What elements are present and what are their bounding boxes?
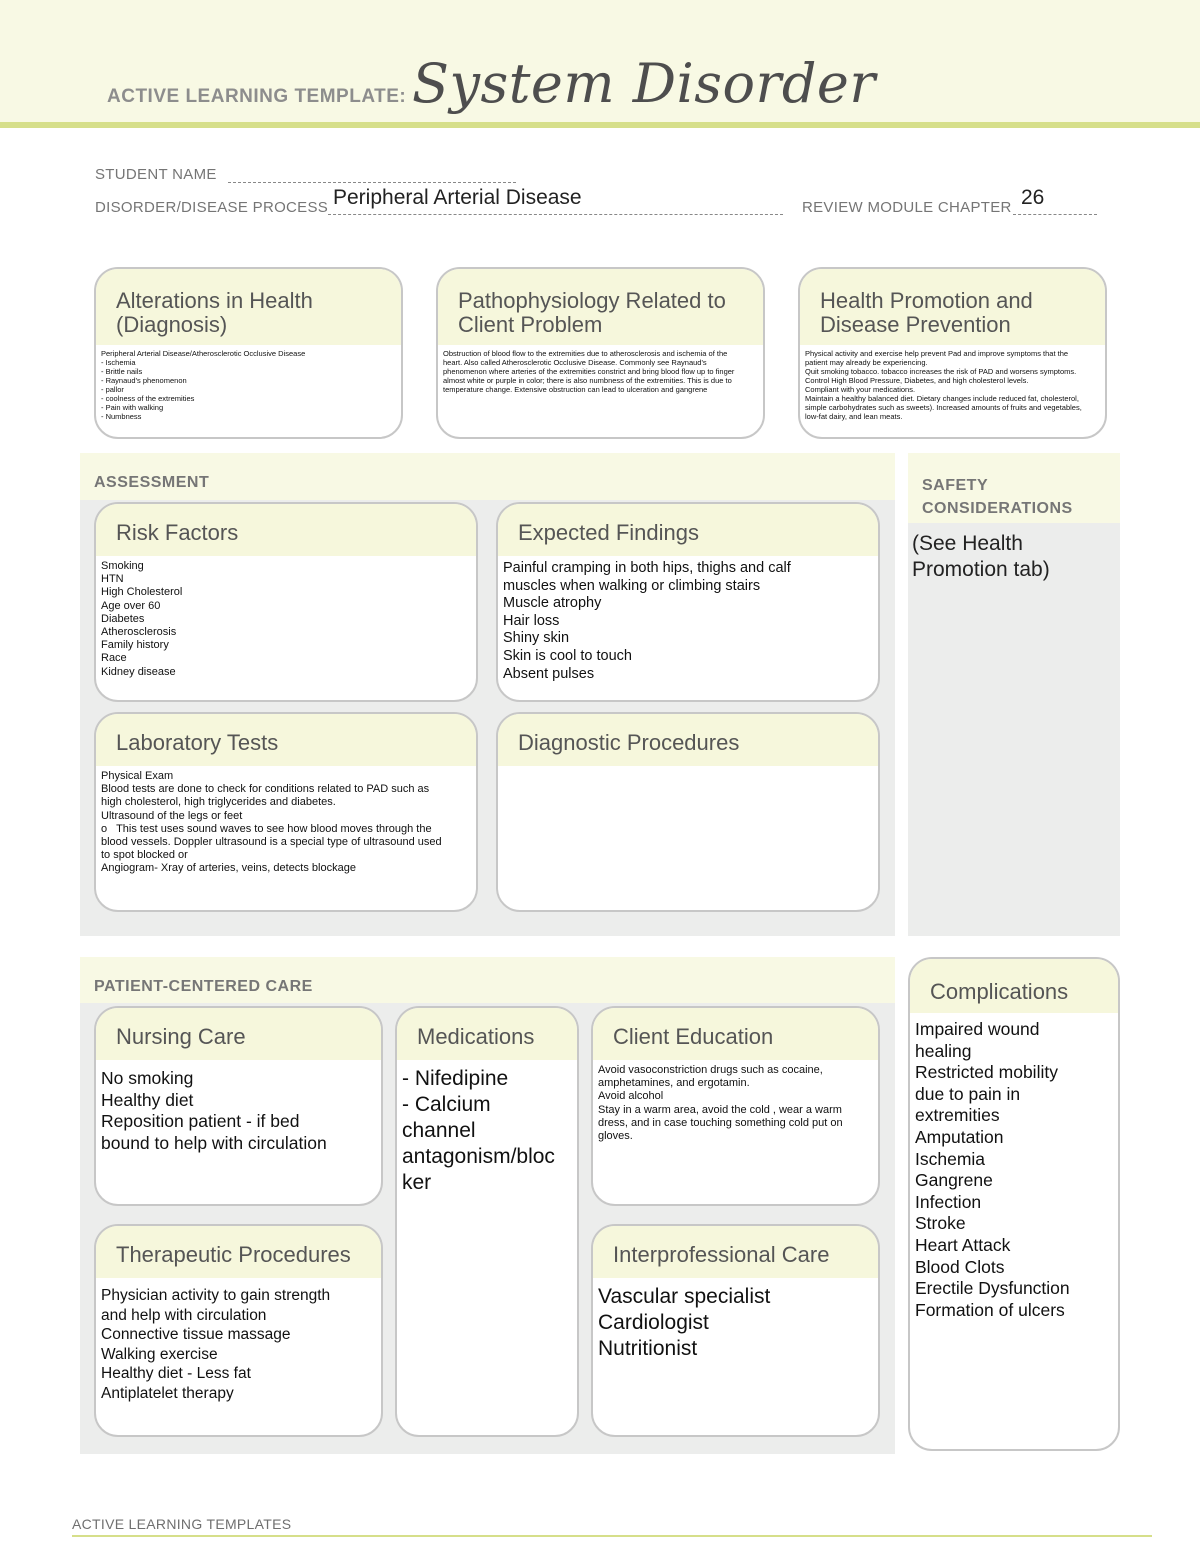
footer-rule — [72, 1535, 1152, 1537]
alterations-line: - pallor — [101, 385, 124, 394]
disorder-label: DISORDER/DISEASE PROCESS — [95, 199, 329, 216]
health-promotion-line: Quit smoking tobacco. tobacco increases the risk of PAD and worsens symptoms. — [805, 367, 1077, 376]
health-promotion-card — [798, 267, 1107, 439]
nursing-care-item: No smoking — [101, 1068, 194, 1088]
client-education-body[interactable] — [593, 1060, 878, 1143]
lab-test-line: Blood tests are done to check for conditions related to PAD such as — [101, 783, 430, 796]
alterations-line: - Numbness — [101, 412, 142, 421]
expected-findings-title: Expected Findings — [498, 504, 878, 556]
expected-finding-item: Muscle atrophy — [503, 595, 602, 612]
lab-test-line: high cholesterol, high triglycerides and diabetes. — [101, 796, 336, 809]
pathophysiology-card — [436, 267, 765, 439]
header-rule — [0, 122, 1200, 128]
safety-line: (See Health — [912, 532, 1023, 555]
medication-item: - Nifedipine — [402, 1067, 509, 1090]
nursing-care-title: Nursing Care — [96, 1008, 381, 1060]
pathophysiology-line: almost white or purple in color; there is also numbness of the extremities. This is due to — [443, 376, 732, 385]
lab-test-line: blood vessels. Doppler ultrasound is a special type of ultrasound used — [101, 836, 442, 849]
expected-finding-item: Painful cramping in both hips, thighs and calf — [503, 560, 791, 576]
therapeutic-procedures-title: Therapeutic Procedures — [96, 1226, 381, 1278]
lab-test-line: Ultrasound of the legs or feet — [101, 809, 243, 822]
expected-finding-item: Hair loss — [503, 612, 560, 629]
safety-heading-line: SAFETY — [922, 477, 989, 494]
safety-line: Promotion tab) — [912, 558, 1050, 581]
pathophysiology-line: temperature change. Extensive obstruction can lead to ulceration and gangrene — [443, 385, 708, 394]
nursing-care-item: Healthy diet — [101, 1089, 194, 1110]
client-education-line: Avoid vasoconstriction drugs such as cocaine, — [598, 1064, 823, 1076]
client-education-title: Client Education — [593, 1008, 878, 1060]
laboratory-tests-card — [94, 712, 478, 912]
review-chapter-field[interactable]: 26 — [1021, 186, 1045, 209]
safety-section — [908, 453, 1120, 936]
diagnostic-procedures-title: Diagnostic Procedures — [498, 714, 878, 766]
alterations-line: - Brittle nails — [101, 367, 143, 376]
expected-findings-body[interactable] — [498, 556, 878, 683]
template-title: System Disorder — [412, 52, 876, 115]
health-promotion-title: Health Promotion and Disease Prevention — [800, 269, 1105, 345]
nursing-care-body[interactable] — [96, 1060, 381, 1154]
health-promotion-line: simple carbohydrates such as sweets). Increased amounts of fruits and vegetables, — [805, 403, 1082, 412]
medication-item: - Calcium — [402, 1093, 491, 1116]
risk-factor-item: Age over 60 — [101, 599, 161, 612]
lab-test-line: o This test uses sound waves to see how blood moves through the — [101, 822, 432, 835]
laboratory-tests-body[interactable] — [96, 766, 476, 876]
health-promotion-line: Physical activity and exercise help prevent Pad and improve symptoms that the — [805, 349, 1069, 358]
pathophysiology-line: heart. Also called Atherosclerotic Occlusive Disease. Commonly see Raynaud's — [443, 358, 707, 367]
medications-title: Medications — [397, 1008, 577, 1060]
therapeutic-procedure-item: Physician activity to gain strength — [101, 1287, 331, 1304]
interprofessional-care-card — [591, 1224, 880, 1437]
diagnostic-procedures-body[interactable] — [498, 766, 878, 770]
nursing-care-item: Reposition patient - if bed — [101, 1111, 300, 1132]
complications-title: Complications — [910, 959, 1118, 1013]
medication-item: channel — [402, 1119, 476, 1142]
risk-factors-title: Risk Factors — [96, 504, 476, 556]
expected-finding-item: muscles when walking or climbing stairs — [503, 577, 761, 594]
complication-item: Ischemia — [915, 1148, 986, 1169]
complication-item: healing — [915, 1040, 972, 1061]
pathophysiology-line: Obstruction of blood flow to the extremities due to atherosclerosis and ischemia of the — [443, 349, 728, 358]
expected-findings-card — [496, 502, 880, 702]
complication-item: Formation of ulcers — [915, 1299, 1065, 1320]
complication-item: Amputation — [915, 1126, 1004, 1147]
complication-item: Infection — [915, 1191, 982, 1212]
laboratory-tests-title: Laboratory Tests — [96, 714, 476, 766]
interprofessional-care-item: Vascular specialist — [598, 1285, 771, 1308]
alterations-line: - Ischemia — [101, 358, 136, 367]
alterations-title: Alterations in Health (Diagnosis) — [96, 269, 401, 345]
risk-factor-item: Race — [101, 652, 127, 665]
safety-heading — [922, 474, 1073, 520]
client-education-line: gloves. — [598, 1130, 633, 1143]
medications-body[interactable] — [397, 1060, 577, 1196]
expected-finding-item: Absent pulses — [503, 665, 595, 682]
risk-factor-item: Smoking — [101, 560, 144, 572]
therapeutic-procedure-item: Walking exercise — [101, 1345, 218, 1363]
risk-factors-card — [94, 502, 478, 702]
risk-factor-item: Diabetes — [101, 612, 145, 625]
alterations-line: - Raynaud's phenomenon — [101, 376, 187, 385]
lab-test-line: Physical Exam — [101, 770, 174, 782]
health-promotion-line: low-fat dairy, and lean meats. — [805, 412, 903, 421]
alterations-line: - coolness of the extremities — [101, 394, 195, 403]
template-label: ACTIVE LEARNING TEMPLATE: — [107, 86, 407, 107]
disorder-field-line — [328, 214, 783, 215]
alterations-line: - Pain with walking — [101, 403, 164, 412]
student-name-field[interactable] — [228, 182, 516, 183]
complication-item: due to pain in — [915, 1083, 1021, 1104]
alterations-body[interactable] — [96, 345, 401, 421]
health-promotion-line: patient may already be experiencing. — [805, 358, 928, 367]
client-education-line: amphetamines, and ergotamin. — [598, 1077, 750, 1090]
disorder-field[interactable]: Peripheral Arterial Disease — [333, 186, 582, 209]
client-education-line: dress, and in case touching something cold put on — [598, 1116, 843, 1129]
complication-item: Heart Attack — [915, 1234, 1011, 1255]
health-promotion-body[interactable] — [800, 345, 1105, 421]
client-education-line: Stay in a warm area, avoid the cold , wear a warm — [598, 1103, 842, 1116]
complication-item: Blood Clots — [915, 1256, 1005, 1277]
health-promotion-line: Compliant with your medications. — [805, 385, 916, 394]
risk-factors-body[interactable] — [96, 556, 476, 679]
complications-card — [908, 957, 1120, 1451]
safety-heading-line: CONSIDERATIONS — [922, 500, 1073, 517]
health-promotion-line: Control High Blood Pressure, Diabetes, and high cholesterol levels. — [805, 376, 1029, 385]
complication-item: Gangrene — [915, 1170, 993, 1191]
expected-finding-item: Shiny skin — [503, 630, 570, 647]
complication-item: extremities — [915, 1105, 1000, 1126]
risk-factor-item: Atherosclerosis — [101, 626, 177, 639]
complication-item: Stroke — [915, 1213, 966, 1234]
risk-factor-item: HTN — [101, 573, 124, 586]
medications-card — [395, 1006, 579, 1437]
risk-factor-item: High Cholesterol — [101, 586, 183, 599]
diagnostic-procedures-card — [496, 712, 880, 912]
client-education-card — [591, 1006, 880, 1206]
interprofessional-care-item: Nutritionist — [598, 1337, 698, 1360]
pathophysiology-line: phenomenon where arteries of the extremities constrict and bring blood flow up to finger — [443, 367, 735, 376]
therapeutic-procedure-item: and help with circulation — [101, 1306, 267, 1324]
risk-factor-item: Family history — [101, 639, 169, 652]
complication-item: Erectile Dysfunction — [915, 1278, 1070, 1299]
therapeutic-procedures-body[interactable] — [96, 1278, 381, 1404]
medication-item: antagonism/bloc — [402, 1145, 555, 1168]
interprofessional-care-item: Cardiologist — [598, 1311, 709, 1334]
safety-body[interactable] — [912, 531, 1112, 583]
complication-item: Impaired wound — [915, 1019, 1040, 1039]
therapeutic-procedure-item: Connective tissue massage — [101, 1326, 291, 1344]
review-chapter-line — [1013, 214, 1097, 215]
complications-body[interactable] — [910, 1013, 1118, 1321]
complication-item: Restricted mobility — [915, 1062, 1058, 1083]
health-promotion-line: Maintain a healthy balanced diet. Dietary changes include reduced fat, cholesterol, — [805, 394, 1079, 403]
client-education-line: Avoid alcohol — [598, 1090, 664, 1103]
nursing-care-card — [94, 1006, 383, 1206]
lab-test-line: Angiogram- Xray of arteries, veins, detects blockage — [101, 862, 356, 875]
review-chapter-label: REVIEW MODULE CHAPTER — [802, 199, 1012, 216]
patient-care-heading: PATIENT-CENTERED CARE — [94, 978, 313, 995]
risk-factor-item: Kidney disease — [101, 665, 176, 678]
pathophysiology-body[interactable] — [438, 345, 763, 394]
therapeutic-procedure-item: Antiplatelet therapy — [101, 1384, 234, 1402]
therapeutic-procedure-item: Healthy diet - Less fat — [101, 1365, 251, 1383]
alterations-line: Peripheral Arterial Disease/Atherosclerotic Occlusive Disease — [101, 349, 306, 358]
pathophysiology-title: Pathophysiology Related to Client Problem — [438, 269, 763, 345]
assessment-heading: ASSESSMENT — [94, 474, 210, 491]
medication-item: ker — [402, 1171, 432, 1194]
expected-finding-item: Skin is cool to touch — [503, 647, 632, 664]
alterations-card — [94, 267, 403, 439]
student-name-label: STUDENT NAME — [95, 166, 217, 183]
therapeutic-procedures-card — [94, 1224, 383, 1437]
interprofessional-care-body[interactable] — [593, 1278, 878, 1362]
interprofessional-care-title: Interprofessional Care — [593, 1226, 878, 1278]
nursing-care-item: bound to help with circulation — [101, 1132, 327, 1153]
footer-text: ACTIVE LEARNING TEMPLATES — [72, 1516, 292, 1532]
lab-test-line: to spot blocked or — [101, 849, 188, 862]
